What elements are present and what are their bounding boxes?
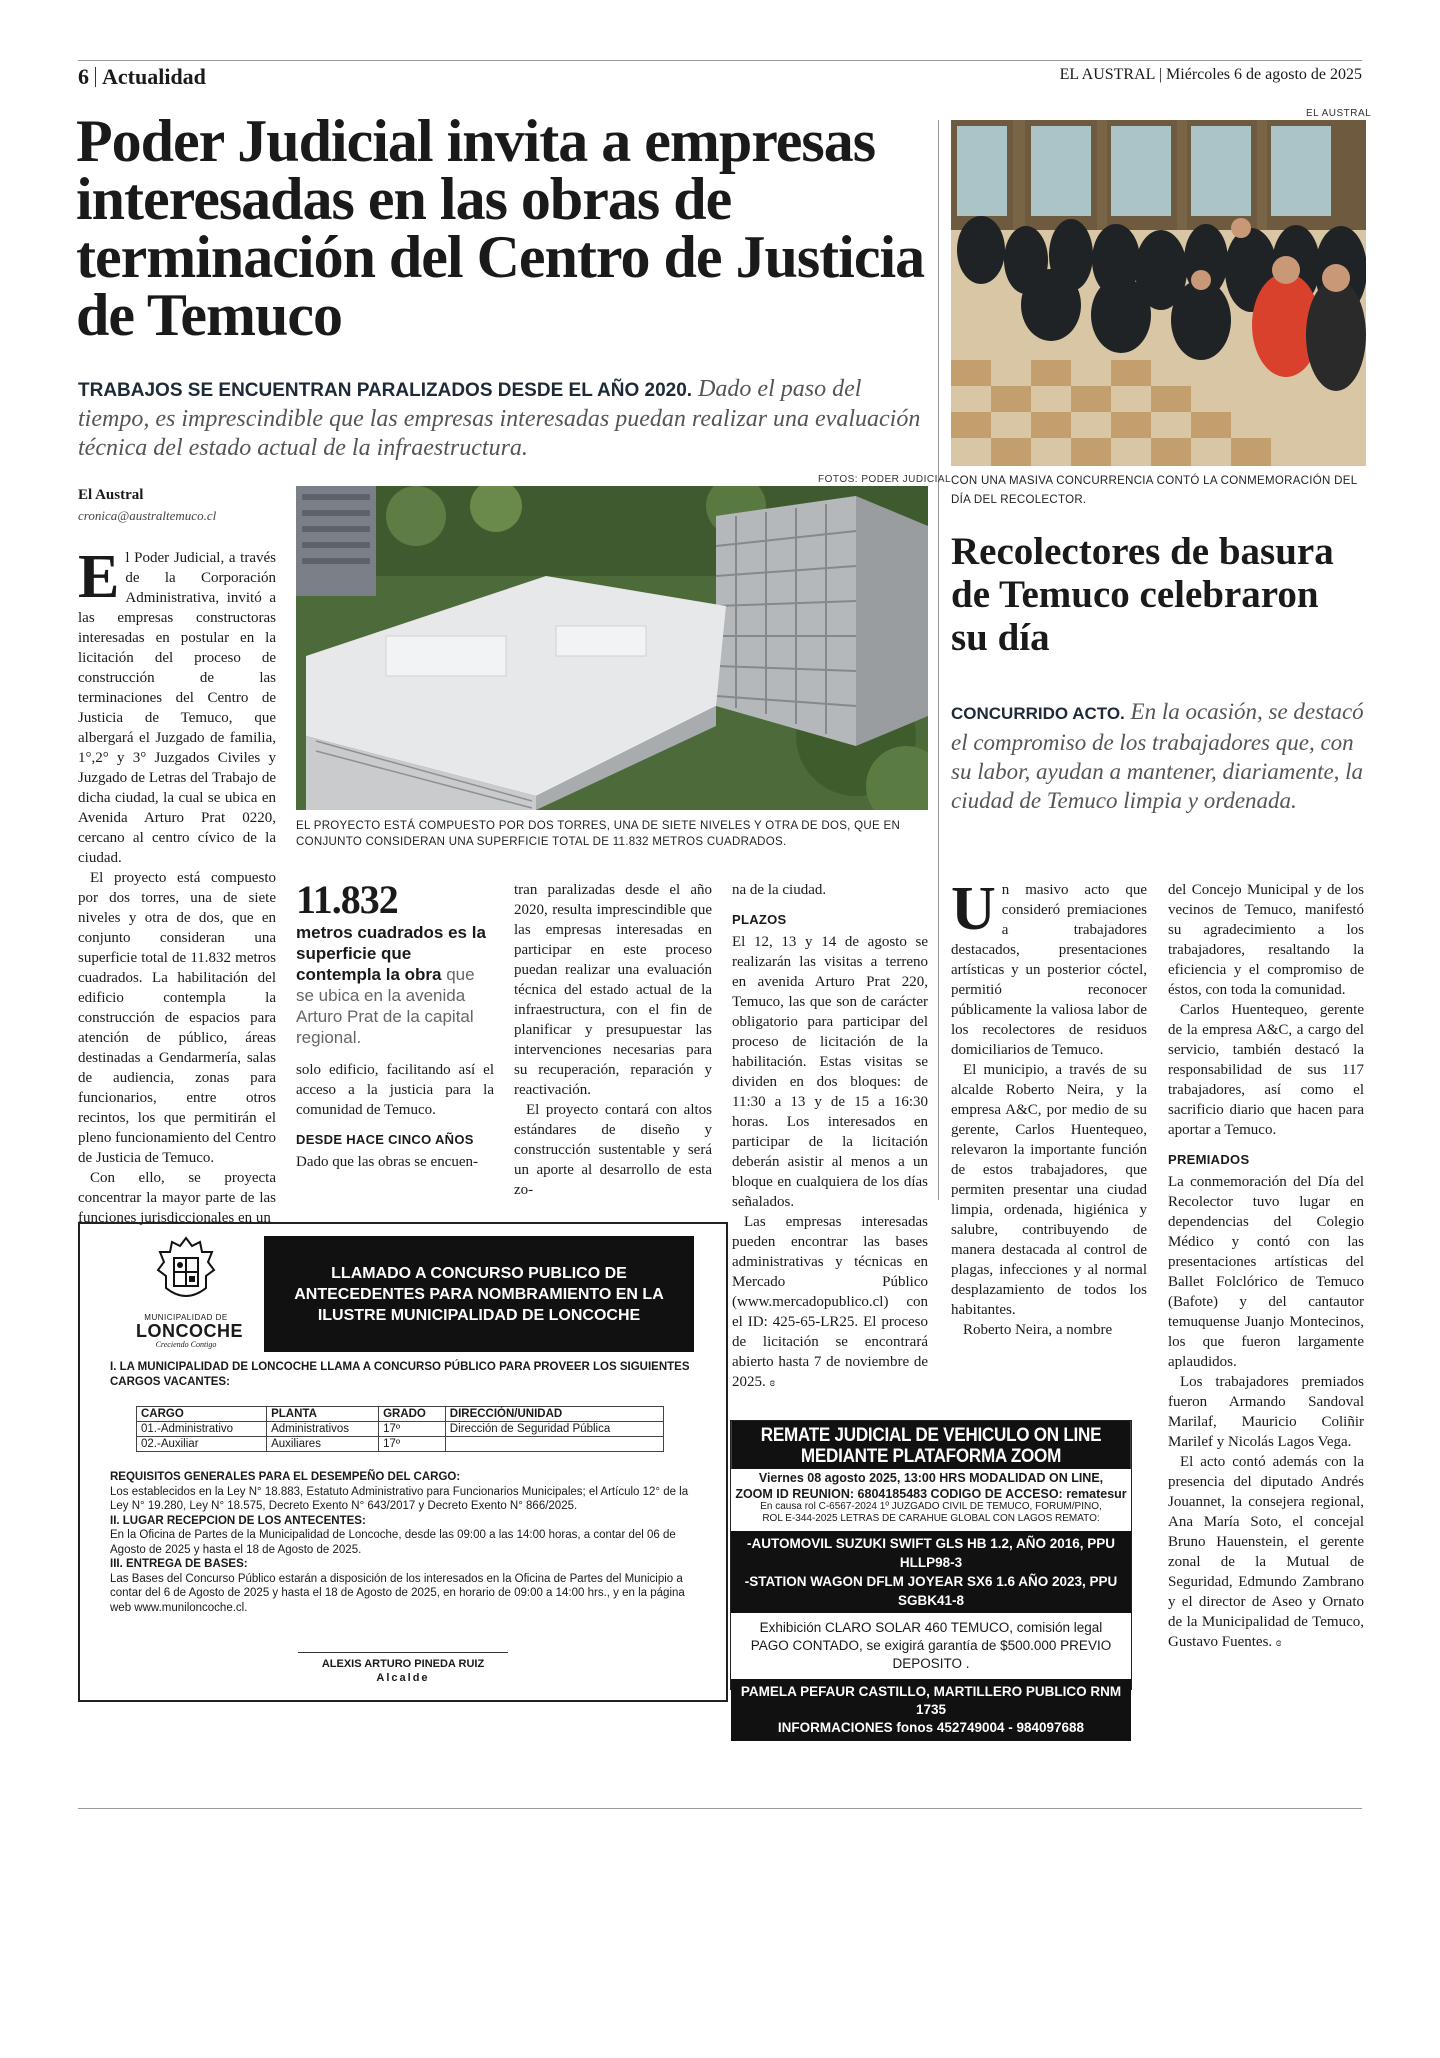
logo-line-2: LONCOCHE [136, 1321, 243, 1341]
table-cell: 17º [379, 1437, 446, 1452]
auction-title: REMATE JUDICIAL DE VEHICULO ON LINE MEDIANTE PLATAFORMA ZOOM [731, 1421, 1131, 1469]
auction-case-line: En causa rol C-6567-2024 1º JUZGADO CIVIL DE TEMUCO, FORUM/PINO, [760, 1501, 1102, 1512]
paragraph: Carlos Huentequeo, gerente de la empresa A&C, a cargo del servicio, también destacó la responsabilidad de sus 117 trabajadores, así como el sacrificio diario que hacen para aportar a Temuco. [1168, 1002, 1364, 1138]
side-story-column-1 [951, 875, 1147, 1340]
signer-name: ALEXIS ARTURO PINEDA RUIZ [321, 1658, 485, 1670]
bases-title: III. ENTREGA DE BASES: [110, 1558, 248, 1570]
main-deck [78, 375, 928, 463]
paragraph: l Poder Judicial, a través de la Corporación Administrativa, invitó a las empresas constructoras interesadas en postular en la licitación del proceso de construcción de las terminaciones del Centro de Justicia de Temuco, que albergará el Juzgado de familia, 1°,2° y 3° Juzgados Civiles y Juzgado de Letras del Trabajo de dicha ciudad, la cual se ubica en Avenida Arturo Prat 0220, cercano al centro cívico de la ciudad. [78, 550, 276, 866]
paragraph: del Concejo Municipal y de los vecinos de Temuco, manifestó su agradecimiento a los trabajadores, resaltando la eficiencia y el compromiso de éstos, con toda la comunidad. [1168, 882, 1364, 998]
logo-line-1: MUNICIPALIDAD DE [144, 1313, 228, 1322]
paragraph: n masivo acto que consideró premiaciones a trabajadores destacados, presentaciones artísticas y un posterior cóctel, permitió reconocer públicamente la valiosa labor de los recolectores de residuos domiciliarios de Temuco. [951, 882, 1147, 1058]
paragraph-text: El acto contó además con la presencia del diputado Andrés Jouannet, la consejera regional, Ana María Soto, el concejal Bruno Hauenstein, el gerente zonal de la Mutual de Seguridad, Edmundo Zambrano y el director de Aseo y Ornato de la Municipalidad de Temuco, Gustavo Fuentes. [1168, 1454, 1364, 1650]
subhead: DESDE HACE CINCO AÑOS [296, 1132, 474, 1147]
header-rule [78, 60, 1362, 61]
building-caption: EL PROYECTO ESTÁ COMPUESTO POR DOS TORRES, UNA DE SIETE NIVELES Y OTRA DE DOS, QUE EN CONJUNTO CONSIDERAN UNA SUPERFICIE TOTAL DE 11.832 METROS CUADRADOS. [296, 820, 901, 848]
auction-date-line: Viernes 08 agosto 2025, 13:00 HRS MODALIDAD ON LINE, [758, 1471, 1104, 1485]
photo-credit: FOTOS: PODER JUDICIAL [818, 474, 952, 485]
main-headline: Poder Judicial invita a empresas interesadas en las obras de terminación del Centro de Justicia de Temuco [76, 108, 925, 348]
byline-email[interactable]: cronica@australtemuco.cl [78, 508, 217, 523]
paragraph: El municipio, a través de su alcalde Roberto Neira, y la empresa A&C, por medio de su gerente, Carlos Huentequeo, relevaron la importante función de estos trabajadores, que permiten presentar una ciudad limpia, ordenada, higiénica y salubre, contribuyendo de manera destacada al control de plagas, infecciones y al normal desplazamiento de todos los habitantes. [951, 1062, 1147, 1318]
page-number: 6 [78, 64, 89, 89]
footer-rule [78, 1808, 1362, 1809]
highlight-bold: metros cuadrados es la superficie que contempla la obra [296, 923, 486, 984]
byline: El Austral [78, 487, 144, 503]
header-separator [95, 67, 96, 87]
column-divider [938, 120, 939, 1200]
table-cell: 02.-Auxiliar [137, 1437, 267, 1452]
paragraph-text: Las empresas interesadas pueden encontrar las bases administrativas y técnicas en Mercado Público (www.mercadopublico.cl) con el ID: 425-65-LR25. El proceso de licitación se encontrará abierto hasta 7 de noviembre de 2025. [732, 1214, 928, 1390]
main-story-column-3 [514, 880, 712, 1200]
bases-text: Las Bases del Concurso Público estarán a disposición de los interesados en la Oficina de Partes del Municipio a contar del 6 de Agosto de 2025 y hasta el 18 de Agosto de 2025, en horario de 09:00 a 14:00 hrs., y en la página web www.muniloncoche.cl. [110, 1572, 685, 1614]
table-header: PLANTA [267, 1407, 379, 1422]
table-cell: 17º [379, 1422, 446, 1437]
contact-info: INFORMACIONES fonos 452749004 - 984097688 [777, 1720, 1085, 1735]
ad-banner: LLAMADO A CONCURSO PUBLICO DE ANTECEDENTES PARA NOMBRAMIENTO EN LA ILUSTRE MUNICIPALIDAD DE LONCOCHE [264, 1236, 694, 1352]
side-photo-credit: EL AUSTRAL [1306, 108, 1372, 119]
paragraph: na de la ciudad. [732, 882, 827, 898]
side-lead: En la ocasión, se destacó el compromiso de los trabajadores que, con su labor, ayudan a mantener, diariamente, la ciudad de Temuco limpia y ordenada. [951, 699, 1364, 813]
drop-cap: E [78, 543, 120, 611]
drop-cap: U [951, 875, 996, 943]
paragraph: tran paralizadas desde el año 2020, resulta imprescindible que las empresas interesadas en participar en este proceso puedan realizar una evaluación técnica del estado actual de la infraestructura, con el fin de planificar y presupuestar las intervenciones necesarias para su recuperación, reparación y reactivación. [514, 882, 712, 1098]
table-cell [445, 1437, 663, 1452]
auction-items [731, 1531, 1131, 1613]
main-story-column-2 [296, 1060, 494, 1172]
subhead: PLAZOS [732, 912, 787, 927]
paragraph: El proyecto contará con altos estándares de diseño y construcción sustentable y será un aporte al desarrollo de esta zo- [514, 1102, 712, 1198]
building-photo [296, 486, 928, 810]
paragraph: Roberto Neira, a nombre [963, 1322, 1113, 1338]
table-cell: Auxiliares [267, 1437, 379, 1452]
paragraph: Dado que las obras se encuen- [296, 1154, 479, 1170]
paragraph: Con ello, se proyecta concentrar la mayor parte de las funciones jurisdiccionales en un [78, 1170, 276, 1226]
end-mark-icon: ɞ [769, 1375, 775, 1389]
subhead: PREMIADOS [1168, 1152, 1250, 1167]
table-header-row [137, 1407, 664, 1422]
table-header: DIRECCIÓN/UNIDAD [445, 1407, 663, 1422]
paragraph: Los trabajadores premiados fueron Armando Sandoval Marilaf, Mauricio Coliñir Marilef y Nicolás Lagos Vega. [1168, 1374, 1364, 1450]
auction-ad [730, 1420, 1132, 1735]
side-deck [951, 697, 1366, 815]
building-illustration [296, 486, 928, 810]
paragraph [732, 1212, 928, 1392]
table-cell: Dirección de Seguridad Pública [445, 1422, 663, 1437]
paragraph [1168, 1452, 1364, 1652]
side-story-column-2 [1168, 880, 1364, 1652]
main-story-column-1 [78, 543, 276, 1228]
vacancies-table [136, 1406, 664, 1452]
reception-title: II. LUGAR RECEPCION DE LOS ANTECENTES: [110, 1514, 366, 1527]
table-cell: Administrativos [267, 1422, 379, 1437]
paragraph: La conmemoración del Día del Recolector tuvo lugar en dependencias del Colegio Médico y contó con las presentaciones artísticas del Ballet Folclórico de Temuco (Bafote) y del cantautor temuquense Juanjo Montecinos, los que fueron largamente aplaudidos. [1168, 1174, 1364, 1370]
page-header-right [1060, 66, 1362, 84]
table-cell: 01.-Administrativo [137, 1422, 267, 1437]
paragraph: solo edificio, facilitando así el acceso a la justicia para la comunidad de Temuco. [296, 1062, 494, 1118]
ad-intro: I. LA MUNICIPALIDAD DE LONCOCHE LLAMA A CONCURSO PÚBLICO PARA PROVEER LOS SIGUIENTES CARGOS VACANTES: [110, 1361, 690, 1388]
auction-zoom-line: ZOOM ID REUNION: 6804185483 CODIGO DE ACCESO: rematesur [735, 1487, 1127, 1501]
loncoche-ad [78, 1222, 728, 1702]
side-headline: Recolectores de basura de Temuco celebraron su día [951, 530, 1334, 659]
auction-item: -AUTOMOVIL SUZUKI SWIFT GLS HB 1.2, AÑO 2016, PPU HLLP98-3 [746, 1536, 1116, 1570]
crowd-caption: CON UNA MASIVA CONCURRENCIA CONTÓ LA CONMEMORACIÓN DEL DÍA DEL RECOLECTOR. [951, 475, 1357, 506]
paragraph: El proyecto está compuesto por dos torres, una de siete niveles y otra de dos, que en conjunto consideran una superficie total de 11.832 metros cuadrados. La habilitación del edificio contempla la construcción de espacios para atención de público, áreas destinadas a Gendarmería, salas de audiencia, zonas para funcionarios, entre otros recintos, los que permitirán el pleno funcionamiento del Centro de Justicia de Temuco. [78, 870, 276, 1166]
requirements-text: Los establecidos en la Ley N° 18.883, Estatuto Administrativo para Funcionarios Municipales; el Artículo 12° de la Ley N° 19.280, Ley N° 18.575, Decreto Exento N° 643/2017 y Decreto Exento N° 866/2025. [110, 1485, 689, 1512]
table-row [137, 1422, 664, 1437]
logo-tagline: Creciendo Contigo [155, 1340, 217, 1349]
reception-text: En la Oficina de Partes de la Municipalidad de Loncoche, desde las 09:00 a las 14:00 horas, a contar del 06 de Agosto de 2025 y hasta el 18 de Agosto de 2025. [110, 1529, 676, 1556]
auction-footer [731, 1679, 1131, 1741]
municipal-crest-icon [154, 1236, 218, 1306]
publication-name: EL AUSTRAL [1059, 66, 1155, 83]
ad-body [110, 1470, 700, 1615]
page-header-left [78, 64, 206, 90]
header-separator: | [1158, 66, 1167, 83]
highlight-number: 11.832 [296, 877, 398, 922]
crowd-illustration [951, 120, 1366, 466]
crowd-photo [951, 120, 1366, 466]
end-mark-icon: ɞ [1275, 1635, 1282, 1649]
signature-line [298, 1652, 508, 1653]
table-header: CARGO [137, 1407, 267, 1422]
main-lead: Dado el paso del tiempo, es imprescindible que las empresas interesadas puedan realizar una evaluación técnica del estado actual de la infraestructura. [78, 376, 921, 461]
requirements-title: REQUISITOS GENERALES PARA EL DESEMPEÑO DEL CARGO: [110, 1471, 461, 1483]
highlight-text [296, 922, 496, 1048]
table-header: GRADO [379, 1407, 446, 1422]
side-kicker: CONCURRIDO ACTO. [951, 704, 1125, 723]
main-kicker: TRABAJOS SE ENCUENTRAN PARALIZADOS DESDE EL AÑO 2020. [78, 380, 693, 401]
signature-block [80, 1652, 726, 1685]
loncoche-logo [136, 1236, 243, 1349]
table-row [137, 1437, 664, 1452]
issue-date: Miércoles 6 de agosto de 2025 [1166, 66, 1362, 83]
auction-item: -STATION WAGON DFLM JOYEAR SX6 1.6 AÑO 2023, PPU SGBK41-8 [744, 1574, 1118, 1608]
auctioneer: PAMELA PEFAUR CASTILLO, MARTILLERO PUBLICO RNM 1735 [740, 1684, 1122, 1717]
signer-role: Alcalde [376, 1672, 430, 1684]
auction-role-line: ROL E-344-2025 LETRAS DE CARAHUE GLOBAL CON LAGOS REMATO: [762, 1513, 1100, 1524]
section-name: Actualidad [102, 64, 206, 89]
highlight-light: que se ubica en la avenida Arturo Prat de la capital regional. [296, 965, 475, 1047]
auction-exhibition: Exhibición CLARO SOLAR 460 TEMUCO, comisión legal PAGO CONTADO, se exigirá garantía de $500.000 PREVIO DEPOSITO . [750, 1620, 1112, 1671]
paragraph: El 12, 13 y 14 de agosto se realizarán las visitas a terreno en avenida Arturo Prat 220, Temuco, las que son de carácter obligatorio para participar del proceso de licitación de la habilitación. Estas visitas se dividen en dos bloques: de 11:30 a 13 y de 15 a 16:30 horas. Los interesados en participar de la licitación deberán asistir al menos a un bloque en cualquiera de los días señalados. [732, 934, 928, 1210]
main-story-column-4 [732, 880, 928, 1392]
